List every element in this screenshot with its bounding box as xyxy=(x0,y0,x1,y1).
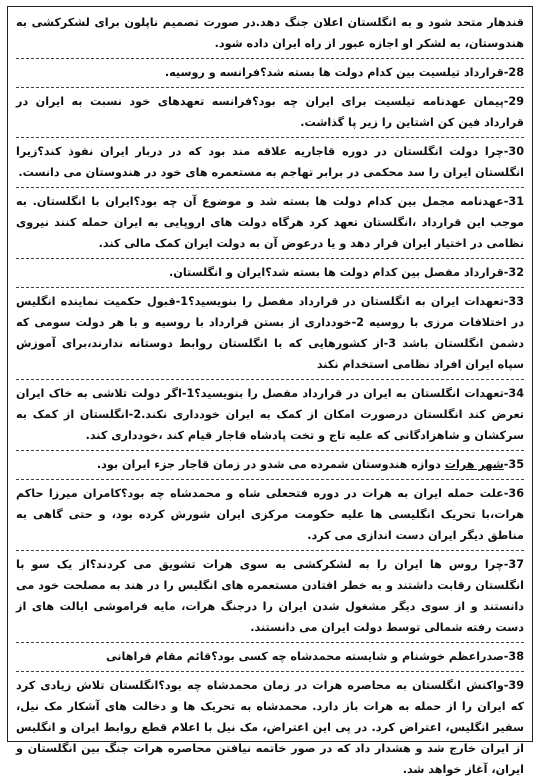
question-number: 38 xyxy=(508,650,524,663)
question-36 xyxy=(16,480,524,551)
question-number: 35 xyxy=(508,458,524,471)
item-text: -تعهدات انگلستان به ایران در قرارداد مفصل را بنویسید؟1-اگر دولت تلاشی به خاک ایران تعرض کند انگلستان درصورت امکان از کمک به ایران خودداری نکند.2-انگلستان از کمک به سرکشان و شاهزادگانی که علیه تاج و تخت پادشاه قاجار قیام کند ،خودداری کند. xyxy=(16,387,525,442)
item-text: -عهدنامه مجمل بین کدام دولت ها بسته شد و موضوع آن چه بود؟ایران با انگلستان. به موجب این قرارداد ،انگلستان تعهد کرد هرگاه دولت های اروپایی به ایران حمله کنند نیروی نظامی در اختیار ایران قرار دهد و یا درعوض آن به دولت ایران کمک مالی کند. xyxy=(16,195,524,250)
question-number: 37 xyxy=(508,558,524,571)
question-28 xyxy=(16,59,524,88)
item-text: -تعهدات ایران به انگلستان در قرارداد مفصل را بنویسید؟1-قبول حکمیت نماینده انگلیس در اختلافات مرزی با روسیه 2-خودداری از بستن قرارداد با روسیه و با هر دولت سومی که دشمن انگلستان باشد 3-از کشورهایی که با انگلستان روابط دوستانه ندارند،برای آموزش سپاه ایران افراد نظامی استخدام نکند xyxy=(16,295,524,371)
question-number: 30 xyxy=(508,145,524,158)
underlined-term: شهر هرات xyxy=(444,458,504,471)
item-text: -قرارداد تیلسیت بین کدام دولت ها بسته شد؟فرانسه و روسیه. xyxy=(164,66,509,79)
question-32 xyxy=(16,259,524,288)
question-38 xyxy=(16,643,524,672)
item-text: -چرا روس ها ایران را به لشکرکشی به سوی هرات تشویق می کردند؟از یک سو با انگلستان رقابت داشتند و به خطر افتادن مستعمره های انگلیس را در هند به مصلحت خود می دانستند و از سوی دیگر مشغول شدن ایران را درجنگ هرات، مایه فراموشی ایالت های از دست رفته شمالی توسط دولت ایران می دانستند. xyxy=(16,558,524,634)
question-29 xyxy=(16,88,524,138)
question-33 xyxy=(16,288,524,380)
item-dash: - xyxy=(503,458,509,471)
item-text: -قرارداد مفصل بین کدام دولت ها بسته شد؟ایران و انگلستان. xyxy=(169,266,509,279)
question-number: 36 xyxy=(508,487,524,500)
question-37 xyxy=(16,551,524,643)
question-31 xyxy=(16,188,524,259)
item-text: -واکنش انگلستان به محاصره هرات در زمان محمدشاه چه بود؟انگلستان تلاش زیادی کرد که ایران را از حمله به هرات باز دارد. محمدشاه به تحریک ها و دخالت های آشکار مک نیل، سفیر انگلیس، اعتراض کرد. در پی این اعتراض، مک نیل با اعلام قطع روابط ایران و انگلیس از ایران خارج شد و هشدار داد که در صور خاتمه نیافتن محاصره هرات جنگ بین انگلستان و ایران، آغاز خواهد شد. xyxy=(16,679,524,776)
item-text: -پیمان عهدنامه تیلسیت برای ایران چه بود؟فرانسه تعهدهای خود نسبت به ایران در قرارداد فین کن اشتاین را زیر پا گذاشت. xyxy=(16,95,524,129)
question-number: 31 xyxy=(508,195,524,208)
question-number: 29 xyxy=(508,95,524,108)
question-number: 33 xyxy=(508,295,524,308)
item-text: -صدراعظم خوشنام و شایسته محمدشاه چه کسی بود؟قائم مقام فراهانی xyxy=(105,650,509,663)
question-number: 34 xyxy=(508,387,524,400)
question-35 xyxy=(16,451,524,480)
item-text: دوازه هندوستان شمرده می شدو در زمان قاجار جزء ایران بود. xyxy=(96,458,445,471)
question-number: 39 xyxy=(508,679,524,692)
question-30 xyxy=(16,138,524,188)
item-text: قندهار متحد شود و به انگلستان اعلان جنگ دهد.در صورت تصمیم ناپلون برای لشکرکشی به هندوستان، به لشکر او اجازه عبور از راه ایران داده شود. xyxy=(16,16,524,50)
document-page xyxy=(7,6,533,776)
item-text: -چرا دولت انگلستان در دوره قاجاریه علاقه مند بود که در دربار ایران نفوذ کند؟زیرا انگلستان ایران را سد محکمی در برابر تهاجم به مستعمره های خود در هندوستان می دانست. xyxy=(16,145,524,179)
question-34 xyxy=(16,380,524,451)
question-continuation xyxy=(16,9,524,59)
question-39 xyxy=(16,672,524,784)
question-number: 32 xyxy=(508,266,524,279)
question-number: 28 xyxy=(508,66,524,79)
item-text: -علت حمله ایران به هرات در دوره فتحعلی شاه و محمدشاه چه بود؟کامران میرزا حاکم هرات،با تحریک انگلیسی ها علیه حکومت مرکزی ایران شورش کرده بود، و حتی گاهی به مناطق دیگر ایران دست اندازی می کرد. xyxy=(16,487,524,542)
